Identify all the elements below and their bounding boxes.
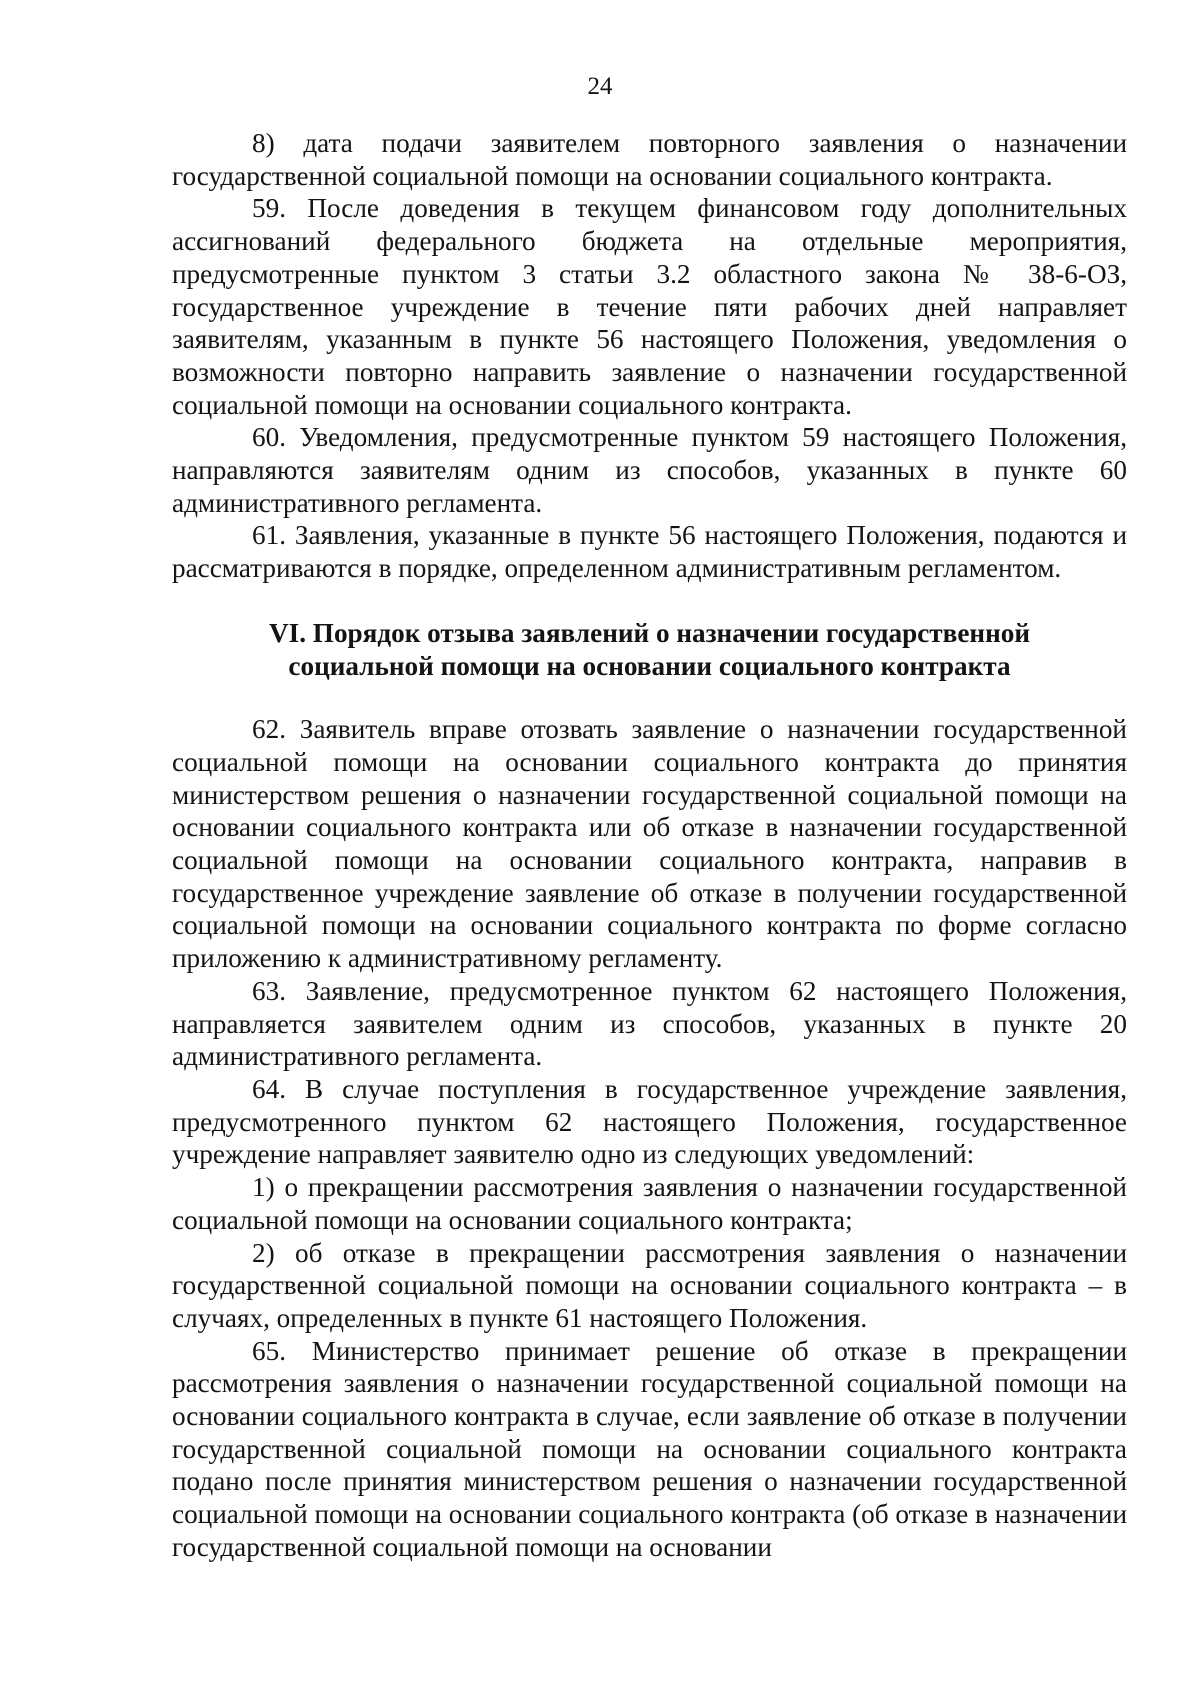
paragraph-64-item-2: 2) об отказе в прекращении рассмотрения заявления о назначении государственной социальной помощи на основании социального контракта – в случаях, определенных в пункте 61 настоящего Положения. [172, 1237, 1127, 1333]
paragraph-item-8: 8) дата подачи заявителем повторного заявления о назначении государственной социальной помощи на основании социального контракта. [172, 128, 1127, 191]
paragraph-65: 65. Министерство принимает решение об отказе в прекращении рассмотрения заявления о назначении государственной социальной помощи на основании социального контракта в случае, если заявление об отказе в получении государственной социальной помощи на основании социального контракта подано после принятия министерством решения о назначении государственной социальной помощи на основании социального контракта (об отказе в назначении государственной социальной помощи на основании [172, 1335, 1127, 1562]
document-body [172, 127, 1127, 1564]
section-heading-line-1: VI. Порядок отзыва заявлений о назначении государственной [268, 617, 1030, 648]
page-number: 24 [587, 73, 613, 100]
paragraph-62: 62. Заявитель вправе отозвать заявление о назначении государственной социальной помощи на основании социального контракта до принятия министерством решения о назначении государственной социальной помощи на основании социального контракта или об отказе в назначении государственной социальной помощи на основании социального контракта, направив в государственное учреждение заявление об отказе в получении государственной социальной помощи на основании социального контракта по форме согласно приложению к административному регламенту. [172, 714, 1127, 974]
paragraph-59: 59. После доведения в текущем финансовом году дополнительных ассигнований федерального бюджета на отдельные мероприятия, предусмотренные пунктом 3 статьи 3.2 областного закона № 38-6-ОЗ, государственное учреждение в течение пяти рабочих дней направляет заявителям, указанным в пункте 56 настоящего Положения, уведомления о возможности повторно направить заявление о назначении государственной социальной помощи на основании социального контракта. [172, 193, 1127, 420]
paragraph-60: 60. Уведомления, предусмотренные пунктом 59 настоящего Положения, направляются заявителям одним из способов, указанных в пункте 60 административного регламента. [172, 422, 1127, 518]
section-heading [172, 617, 1127, 682]
paragraph-61: 61. Заявления, указанные в пункте 56 настоящего Положения, подаются и рассматриваются в порядке, определенном административным регламентом. [172, 520, 1127, 584]
section-heading-line-2: социальной помощи на основании социального контракта [288, 650, 1011, 681]
paragraph-63: 63. Заявление, предусмотренное пунктом 62 настоящего Положения, направляется заявителем одним из способов, указанных в пункте 20 административного регламента. [172, 975, 1127, 1072]
paragraph-64: 64. В случае поступления в государственное учреждение заявления, предусмотренного пунктом 62 настоящего Положения, государственное учреждение направляет заявителю одно из следующих уведомлений: [172, 1073, 1127, 1170]
paragraph-64-item-1: 1) о прекращении рассмотрения заявления о назначении государственной социальной помощи на основании социального контракта; [172, 1172, 1127, 1235]
